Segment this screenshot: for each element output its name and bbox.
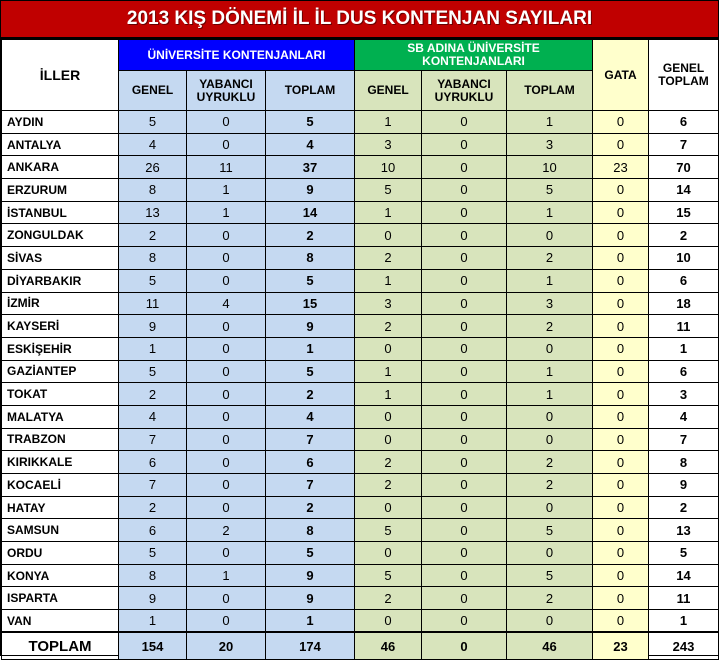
genel-toplam-cell: 11 bbox=[649, 587, 719, 610]
u-genel-cell: 2 bbox=[119, 496, 187, 519]
sb-yabanci-cell: 0 bbox=[422, 519, 507, 542]
gata-cell: 0 bbox=[593, 451, 649, 474]
u-genel-cell: 9 bbox=[119, 587, 187, 610]
sb-genel-cell: 10 bbox=[355, 156, 422, 179]
u-yabanci-cell: 0 bbox=[187, 360, 266, 383]
city-cell: DİYARBAKIR bbox=[2, 269, 119, 292]
sb-yabanci-cell: 0 bbox=[422, 224, 507, 247]
sb-genel-cell: 0 bbox=[355, 542, 422, 565]
sb-yabanci-cell: 0 bbox=[422, 428, 507, 451]
genel-toplam-cell: 7 bbox=[649, 133, 719, 156]
sb-yabanci-cell: 0 bbox=[422, 610, 507, 633]
genel-toplam-cell: 70 bbox=[649, 156, 719, 179]
sb-toplam-cell: 3 bbox=[507, 133, 593, 156]
table-row bbox=[2, 337, 719, 360]
u-yabanci-cell: 0 bbox=[187, 451, 266, 474]
sb-genel-cell: 5 bbox=[355, 564, 422, 587]
sb-genel-cell: 5 bbox=[355, 179, 422, 202]
u-yabanci-cell: 4 bbox=[187, 292, 266, 315]
sb-toplam-cell: 2 bbox=[507, 474, 593, 497]
table-row bbox=[2, 587, 719, 610]
u-genel-cell: 7 bbox=[119, 474, 187, 497]
u-toplam-cell: 2 bbox=[266, 496, 355, 519]
sb-genel-cell: 5 bbox=[355, 519, 422, 542]
sb-toplam-cell: 0 bbox=[507, 405, 593, 428]
genel-toplam-cell: 15 bbox=[649, 201, 719, 224]
u-toplam-cell: 5 bbox=[266, 111, 355, 134]
city-cell: ANKARA bbox=[2, 156, 119, 179]
u-yabanci-cell: 0 bbox=[187, 428, 266, 451]
city-cell: SİVAS bbox=[2, 247, 119, 270]
u-toplam-cell: 5 bbox=[266, 542, 355, 565]
city-cell: ESKİŞEHİR bbox=[2, 337, 119, 360]
table-row bbox=[2, 179, 719, 202]
u-genel-cell: 8 bbox=[119, 564, 187, 587]
sb-genel-cell: 3 bbox=[355, 292, 422, 315]
u-yabanci-cell: 1 bbox=[187, 201, 266, 224]
u-yabanci-cell: 0 bbox=[187, 405, 266, 428]
u-genel-cell: 8 bbox=[119, 179, 187, 202]
total-sb-genel: 46 bbox=[355, 632, 422, 660]
header-u-yabanci: YABANCI UYRUKLU bbox=[187, 71, 266, 111]
table-row bbox=[2, 451, 719, 474]
sb-genel-cell: 0 bbox=[355, 405, 422, 428]
gata-cell: 0 bbox=[593, 224, 649, 247]
header-u-genel: GENEL bbox=[119, 71, 187, 111]
u-genel-cell: 4 bbox=[119, 133, 187, 156]
table-row bbox=[2, 542, 719, 565]
u-toplam-cell: 1 bbox=[266, 610, 355, 633]
table-row bbox=[2, 315, 719, 338]
u-toplam-cell: 14 bbox=[266, 201, 355, 224]
genel-toplam-cell: 14 bbox=[649, 564, 719, 587]
header-sb-genel: GENEL bbox=[355, 71, 422, 111]
sb-yabanci-cell: 0 bbox=[422, 383, 507, 406]
genel-toplam-cell: 1 bbox=[649, 610, 719, 633]
gata-cell: 0 bbox=[593, 474, 649, 497]
u-toplam-cell: 7 bbox=[266, 474, 355, 497]
genel-toplam-cell: 8 bbox=[649, 451, 719, 474]
table-row bbox=[2, 201, 719, 224]
genel-toplam-cell: 13 bbox=[649, 519, 719, 542]
table-header bbox=[2, 40, 719, 111]
city-cell: ANTALYA bbox=[2, 133, 119, 156]
city-cell: GAZİANTEP bbox=[2, 360, 119, 383]
city-cell: HATAY bbox=[2, 496, 119, 519]
u-toplam-cell: 9 bbox=[266, 587, 355, 610]
gata-cell: 0 bbox=[593, 360, 649, 383]
gata-cell: 0 bbox=[593, 587, 649, 610]
u-toplam-cell: 2 bbox=[266, 383, 355, 406]
city-cell: KOCAELİ bbox=[2, 474, 119, 497]
genel-toplam-cell: 9 bbox=[649, 474, 719, 497]
sb-genel-cell: 0 bbox=[355, 337, 422, 360]
table-row bbox=[2, 405, 719, 428]
u-toplam-cell: 4 bbox=[266, 133, 355, 156]
sb-genel-cell: 0 bbox=[355, 610, 422, 633]
gata-cell: 0 bbox=[593, 519, 649, 542]
u-genel-cell: 9 bbox=[119, 315, 187, 338]
table-row bbox=[2, 428, 719, 451]
sb-toplam-cell: 0 bbox=[507, 224, 593, 247]
page-title: 2013 KIŞ DÖNEMİ İL İL DUS KONTENJAN SAYILARI bbox=[1, 1, 718, 39]
sb-genel-cell: 0 bbox=[355, 224, 422, 247]
sb-toplam-cell: 5 bbox=[507, 519, 593, 542]
genel-toplam-cell: 11 bbox=[649, 315, 719, 338]
sb-yabanci-cell: 0 bbox=[422, 451, 507, 474]
u-yabanci-cell: 0 bbox=[187, 247, 266, 270]
table-row bbox=[2, 247, 719, 270]
u-yabanci-cell: 1 bbox=[187, 564, 266, 587]
genel-toplam-cell: 2 bbox=[649, 496, 719, 519]
sb-genel-cell: 1 bbox=[355, 111, 422, 134]
sb-toplam-cell: 0 bbox=[507, 610, 593, 633]
gata-cell: 0 bbox=[593, 269, 649, 292]
u-yabanci-cell: 0 bbox=[187, 474, 266, 497]
sb-genel-cell: 0 bbox=[355, 496, 422, 519]
u-yabanci-cell: 0 bbox=[187, 610, 266, 633]
u-toplam-cell: 9 bbox=[266, 179, 355, 202]
sb-yabanci-cell: 0 bbox=[422, 360, 507, 383]
u-toplam-cell: 1 bbox=[266, 337, 355, 360]
city-cell: KIRIKKALE bbox=[2, 451, 119, 474]
total-u-yabanci: 20 bbox=[187, 632, 266, 660]
header-sb-group: SB ADINA ÜNİVERSİTE KONTENJANLARI bbox=[355, 40, 593, 71]
sb-genel-cell: 1 bbox=[355, 360, 422, 383]
u-toplam-cell: 8 bbox=[266, 519, 355, 542]
gata-cell: 0 bbox=[593, 405, 649, 428]
u-genel-cell: 5 bbox=[119, 269, 187, 292]
header-sb-toplam: TOPLAM bbox=[507, 71, 593, 111]
gata-cell: 0 bbox=[593, 111, 649, 134]
total-genel-toplam: 243 bbox=[649, 632, 719, 660]
header-u-toplam: TOPLAM bbox=[266, 71, 355, 111]
sb-toplam-cell: 2 bbox=[507, 247, 593, 270]
sb-yabanci-cell: 0 bbox=[422, 474, 507, 497]
sb-yabanci-cell: 0 bbox=[422, 156, 507, 179]
city-cell: İSTANBUL bbox=[2, 201, 119, 224]
gata-cell: 0 bbox=[593, 542, 649, 565]
u-yabanci-cell: 0 bbox=[187, 496, 266, 519]
sb-yabanci-cell: 0 bbox=[422, 292, 507, 315]
u-genel-cell: 6 bbox=[119, 519, 187, 542]
table-row bbox=[2, 224, 719, 247]
table-row bbox=[2, 360, 719, 383]
sb-yabanci-cell: 0 bbox=[422, 179, 507, 202]
header-genel-toplam: GENEL TOPLAM bbox=[649, 40, 719, 111]
sb-toplam-cell: 1 bbox=[507, 201, 593, 224]
table-row bbox=[2, 156, 719, 179]
gata-cell: 0 bbox=[593, 383, 649, 406]
sb-toplam-cell: 5 bbox=[507, 564, 593, 587]
sb-toplam-cell: 1 bbox=[507, 383, 593, 406]
genel-toplam-cell: 6 bbox=[649, 269, 719, 292]
table-row bbox=[2, 496, 719, 519]
u-toplam-cell: 37 bbox=[266, 156, 355, 179]
u-yabanci-cell: 11 bbox=[187, 156, 266, 179]
gata-cell: 0 bbox=[593, 496, 649, 519]
u-yabanci-cell: 0 bbox=[187, 269, 266, 292]
u-yabanci-cell: 0 bbox=[187, 542, 266, 565]
sb-yabanci-cell: 0 bbox=[422, 564, 507, 587]
header-iller: İLLER bbox=[2, 40, 119, 111]
table-row bbox=[2, 133, 719, 156]
sb-yabanci-cell: 0 bbox=[422, 201, 507, 224]
sb-yabanci-cell: 0 bbox=[422, 111, 507, 134]
u-yabanci-cell: 1 bbox=[187, 179, 266, 202]
city-cell: KAYSERİ bbox=[2, 315, 119, 338]
u-genel-cell: 26 bbox=[119, 156, 187, 179]
u-genel-cell: 5 bbox=[119, 542, 187, 565]
table-row bbox=[2, 474, 719, 497]
genel-toplam-cell: 7 bbox=[649, 428, 719, 451]
gata-cell: 0 bbox=[593, 179, 649, 202]
genel-toplam-cell: 2 bbox=[649, 224, 719, 247]
city-cell: ERZURUM bbox=[2, 179, 119, 202]
u-genel-cell: 13 bbox=[119, 201, 187, 224]
u-yabanci-cell: 0 bbox=[187, 337, 266, 360]
u-yabanci-cell: 0 bbox=[187, 111, 266, 134]
gata-cell: 0 bbox=[593, 610, 649, 633]
u-yabanci-cell: 0 bbox=[187, 224, 266, 247]
u-yabanci-cell: 0 bbox=[187, 315, 266, 338]
total-u-genel: 154 bbox=[119, 632, 187, 660]
city-cell: KONYA bbox=[2, 564, 119, 587]
sb-toplam-cell: 0 bbox=[507, 496, 593, 519]
u-genel-cell: 4 bbox=[119, 405, 187, 428]
u-toplam-cell: 2 bbox=[266, 224, 355, 247]
city-cell: TOKAT bbox=[2, 383, 119, 406]
genel-toplam-cell: 4 bbox=[649, 405, 719, 428]
total-gata: 23 bbox=[593, 632, 649, 660]
sb-yabanci-cell: 0 bbox=[422, 496, 507, 519]
gata-cell: 0 bbox=[593, 315, 649, 338]
gata-cell: 0 bbox=[593, 292, 649, 315]
sb-yabanci-cell: 0 bbox=[422, 405, 507, 428]
sb-yabanci-cell: 0 bbox=[422, 587, 507, 610]
table-row bbox=[2, 610, 719, 633]
sb-toplam-cell: 1 bbox=[507, 360, 593, 383]
u-toplam-cell: 9 bbox=[266, 564, 355, 587]
sb-toplam-cell: 2 bbox=[507, 315, 593, 338]
table-body bbox=[2, 111, 719, 633]
genel-toplam-cell: 6 bbox=[649, 360, 719, 383]
genel-toplam-cell: 3 bbox=[649, 383, 719, 406]
header-gata: GATA bbox=[593, 40, 649, 111]
sb-genel-cell: 0 bbox=[355, 428, 422, 451]
sb-genel-cell: 2 bbox=[355, 315, 422, 338]
sb-toplam-cell: 1 bbox=[507, 269, 593, 292]
u-genel-cell: 1 bbox=[119, 337, 187, 360]
gata-cell: 0 bbox=[593, 201, 649, 224]
sb-genel-cell: 3 bbox=[355, 133, 422, 156]
total-sb-yabanci: 0 bbox=[422, 632, 507, 660]
u-genel-cell: 2 bbox=[119, 383, 187, 406]
gata-cell: 23 bbox=[593, 156, 649, 179]
sb-toplam-cell: 2 bbox=[507, 451, 593, 474]
sb-toplam-cell: 5 bbox=[507, 179, 593, 202]
u-toplam-cell: 5 bbox=[266, 269, 355, 292]
table-row bbox=[2, 383, 719, 406]
sb-toplam-cell: 3 bbox=[507, 292, 593, 315]
u-genel-cell: 1 bbox=[119, 610, 187, 633]
genel-toplam-cell: 10 bbox=[649, 247, 719, 270]
u-toplam-cell: 5 bbox=[266, 360, 355, 383]
genel-toplam-cell: 5 bbox=[649, 542, 719, 565]
u-genel-cell: 6 bbox=[119, 451, 187, 474]
city-cell: TRABZON bbox=[2, 428, 119, 451]
city-cell: ZONGULDAK bbox=[2, 224, 119, 247]
u-yabanci-cell: 0 bbox=[187, 587, 266, 610]
u-toplam-cell: 8 bbox=[266, 247, 355, 270]
gata-cell: 0 bbox=[593, 247, 649, 270]
gata-cell: 0 bbox=[593, 337, 649, 360]
sb-yabanci-cell: 0 bbox=[422, 542, 507, 565]
sb-yabanci-cell: 0 bbox=[422, 315, 507, 338]
sb-toplam-cell: 0 bbox=[507, 542, 593, 565]
sb-yabanci-cell: 0 bbox=[422, 269, 507, 292]
table-row bbox=[2, 564, 719, 587]
sb-toplam-cell: 0 bbox=[507, 428, 593, 451]
u-yabanci-cell: 2 bbox=[187, 519, 266, 542]
city-cell: ISPARTA bbox=[2, 587, 119, 610]
u-genel-cell: 7 bbox=[119, 428, 187, 451]
header-universite-group: ÜNİVERSİTE KONTENJANLARI bbox=[119, 40, 355, 71]
header-sb-yabanci: YABANCI UYRUKLU bbox=[422, 71, 507, 111]
u-genel-cell: 8 bbox=[119, 247, 187, 270]
total-u-toplam: 174 bbox=[266, 632, 355, 660]
u-toplam-cell: 9 bbox=[266, 315, 355, 338]
u-genel-cell: 5 bbox=[119, 111, 187, 134]
sb-genel-cell: 2 bbox=[355, 247, 422, 270]
sb-genel-cell: 2 bbox=[355, 451, 422, 474]
u-toplam-cell: 7 bbox=[266, 428, 355, 451]
genel-toplam-cell: 6 bbox=[649, 111, 719, 134]
city-cell: ORDU bbox=[2, 542, 119, 565]
u-yabanci-cell: 0 bbox=[187, 133, 266, 156]
genel-toplam-cell: 18 bbox=[649, 292, 719, 315]
city-cell: AYDIN bbox=[2, 111, 119, 134]
city-cell: VAN bbox=[2, 610, 119, 633]
gata-cell: 0 bbox=[593, 564, 649, 587]
gata-cell: 0 bbox=[593, 428, 649, 451]
city-cell: MALATYA bbox=[2, 405, 119, 428]
u-toplam-cell: 4 bbox=[266, 405, 355, 428]
sb-genel-cell: 2 bbox=[355, 474, 422, 497]
sb-genel-cell: 1 bbox=[355, 201, 422, 224]
genel-toplam-cell: 1 bbox=[649, 337, 719, 360]
city-cell: İZMİR bbox=[2, 292, 119, 315]
table-row bbox=[2, 111, 719, 134]
table-row bbox=[2, 269, 719, 292]
u-genel-cell: 11 bbox=[119, 292, 187, 315]
table-row bbox=[2, 519, 719, 542]
sb-toplam-cell: 0 bbox=[507, 337, 593, 360]
sb-genel-cell: 1 bbox=[355, 383, 422, 406]
total-label: TOPLAM bbox=[2, 632, 119, 660]
u-genel-cell: 5 bbox=[119, 360, 187, 383]
u-toplam-cell: 6 bbox=[266, 451, 355, 474]
sb-toplam-cell: 2 bbox=[507, 587, 593, 610]
u-yabanci-cell: 0 bbox=[187, 383, 266, 406]
total-sb-toplam: 46 bbox=[507, 632, 593, 660]
genel-toplam-cell: 14 bbox=[649, 179, 719, 202]
sb-genel-cell: 2 bbox=[355, 587, 422, 610]
table-row bbox=[2, 292, 719, 315]
city-cell: SAMSUN bbox=[2, 519, 119, 542]
sb-yabanci-cell: 0 bbox=[422, 247, 507, 270]
sb-yabanci-cell: 0 bbox=[422, 337, 507, 360]
u-genel-cell: 2 bbox=[119, 224, 187, 247]
sb-toplam-cell: 1 bbox=[507, 111, 593, 134]
sb-toplam-cell: 10 bbox=[507, 156, 593, 179]
quota-table bbox=[1, 39, 719, 660]
sb-yabanci-cell: 0 bbox=[422, 133, 507, 156]
u-toplam-cell: 15 bbox=[266, 292, 355, 315]
sb-genel-cell: 1 bbox=[355, 269, 422, 292]
gata-cell: 0 bbox=[593, 133, 649, 156]
